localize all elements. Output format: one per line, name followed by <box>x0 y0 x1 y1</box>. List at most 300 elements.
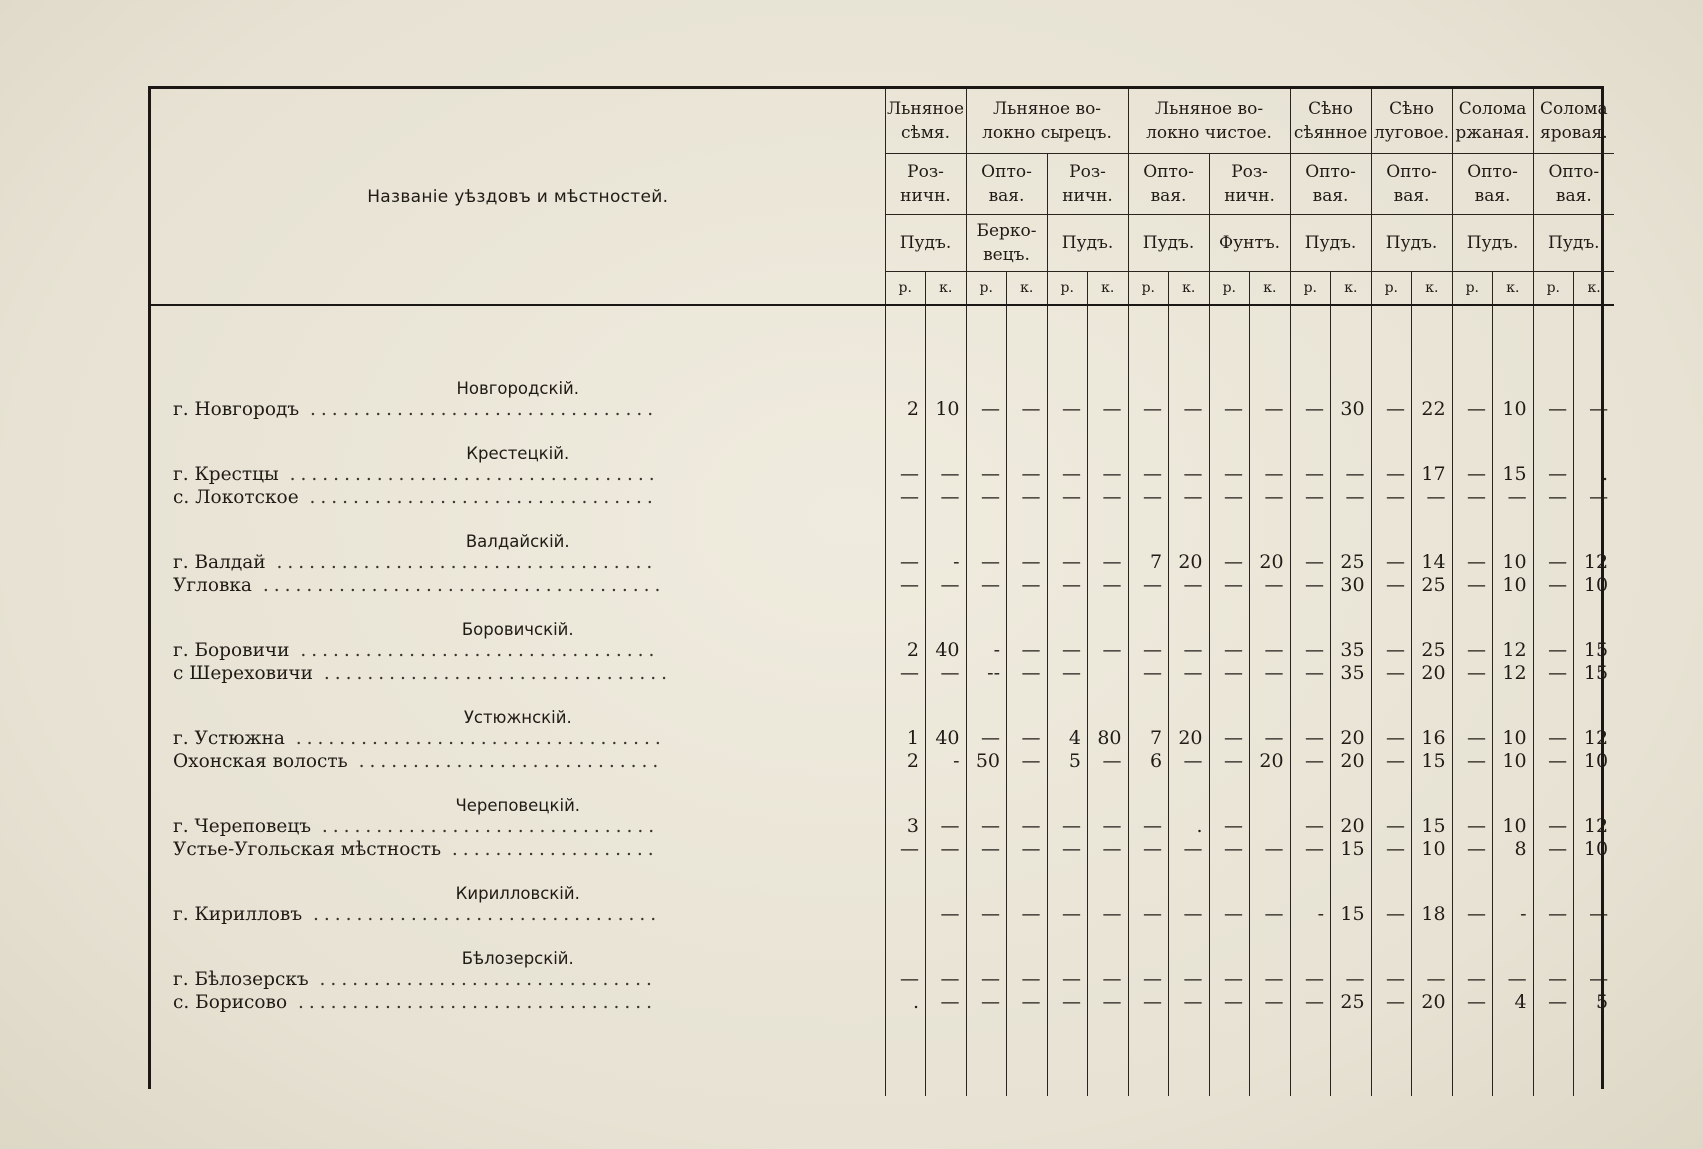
column-subheader <box>1047 154 1128 215</box>
table-header <box>151 89 1614 305</box>
spacer-cell <box>1493 695 1534 727</box>
spacer-cell <box>1493 861 1534 871</box>
spacer-cell <box>1088 871 1129 903</box>
value-cell: 2 <box>885 398 926 421</box>
column-subheader <box>1371 154 1452 215</box>
spacer-cell <box>151 597 885 607</box>
spacer-cell <box>1452 431 1493 463</box>
district-name: Устюжнскій. <box>463 708 572 727</box>
spacer-cell <box>1088 861 1129 871</box>
spacer-cell <box>885 871 926 903</box>
kopecks-header: к. <box>1007 272 1048 306</box>
spacer-cell <box>1371 421 1412 431</box>
header-line: вая. <box>1474 186 1511 206</box>
spacer-cell <box>926 421 967 431</box>
spacer-cell <box>1007 431 1048 463</box>
value-cell: — <box>966 551 1007 574</box>
place-label: с. Локотское <box>173 487 299 508</box>
district-row <box>151 871 1614 903</box>
value-cell: — <box>1088 903 1129 926</box>
place-label: г. Крестцы <box>173 464 279 485</box>
value-cell: 12 <box>1493 639 1534 662</box>
value-cell <box>1250 815 1291 838</box>
value-cell: — <box>1088 838 1129 861</box>
spacer-cell <box>1128 421 1169 431</box>
table-row <box>151 398 1614 421</box>
header-line: Пудъ. <box>1304 233 1357 253</box>
spacer-cell <box>1169 871 1210 903</box>
value-cell: - <box>1493 903 1534 926</box>
spacer-cell <box>1533 926 1574 936</box>
header-line: Опто- <box>1467 162 1518 182</box>
spacer-cell <box>1250 685 1291 695</box>
spacer-cell <box>1128 695 1169 727</box>
spacer-cell <box>966 936 1007 968</box>
spacer-cell <box>1493 871 1534 903</box>
spacer-cell <box>1493 783 1534 815</box>
leader-dots: ................................ <box>299 399 659 420</box>
value-cell: — <box>1290 662 1331 685</box>
spacer-cell <box>1088 597 1129 607</box>
column-group-header <box>1452 89 1533 154</box>
spacer-cell <box>1290 773 1331 783</box>
value-cell: — <box>1371 968 1412 991</box>
value-cell: — <box>1047 903 1088 926</box>
spacer-cell <box>1412 936 1453 968</box>
spacer-cell <box>1169 1014 1210 1096</box>
header-line: Льняное во- <box>992 99 1102 119</box>
column-group-header <box>1290 89 1371 154</box>
spacer-cell <box>1088 936 1129 968</box>
column-group-header <box>966 89 1128 154</box>
spacer-cell <box>966 607 1007 639</box>
spacer-cell <box>1493 431 1534 463</box>
value-cell: - <box>966 639 1007 662</box>
value-cell: — <box>1007 574 1048 597</box>
value-cell: — <box>1290 991 1331 1014</box>
spacer-cell <box>1169 421 1210 431</box>
header-line: сѣмя. <box>900 123 951 143</box>
spacer-cell <box>885 773 926 783</box>
spacer-cell <box>1250 519 1291 551</box>
leader-dots: ................................... <box>265 552 658 573</box>
value-cell: 20 <box>1169 551 1210 574</box>
value-cell: 40 <box>926 639 967 662</box>
spacer-cell <box>1493 926 1534 936</box>
spacer-cell <box>1493 305 1534 366</box>
column-unit-header <box>1371 215 1452 272</box>
spacer-cell <box>1047 366 1088 398</box>
spacer-cell <box>1209 783 1250 815</box>
column-unit-header <box>1290 215 1371 272</box>
spacer-cell <box>1007 936 1048 968</box>
spacer-cell <box>1047 861 1088 871</box>
value-cell: — <box>885 662 926 685</box>
leader-dots: ..................................... <box>251 575 666 596</box>
value-cell: 17 <box>1412 463 1453 486</box>
spacer-cell <box>1209 607 1250 639</box>
value-cell: — <box>1088 463 1129 486</box>
spacer-cell <box>1047 936 1088 968</box>
district-row <box>151 519 1614 551</box>
spacer-cell <box>151 685 885 695</box>
value-cell: — <box>1007 968 1048 991</box>
spacer-cell <box>1128 519 1169 551</box>
spacer-cell <box>1493 519 1534 551</box>
table-row <box>151 727 1614 750</box>
spacer-cell <box>1290 695 1331 727</box>
place-label: г. Устюжна <box>173 728 285 749</box>
value-cell: — <box>1331 463 1372 486</box>
value-cell: 15 <box>1331 903 1372 926</box>
spacer-cell <box>1331 685 1372 695</box>
spacer-cell <box>1493 607 1534 639</box>
value-cell: — <box>1371 815 1412 838</box>
value-cell: — <box>1007 727 1048 750</box>
spacer-cell <box>885 607 926 639</box>
place-label: г. Бѣлозерскъ <box>173 969 309 990</box>
value-cell: 10 <box>1493 750 1534 773</box>
table-row <box>151 662 1614 685</box>
spacer-cell <box>1290 431 1331 463</box>
rubles-header: р. <box>885 272 926 306</box>
spacer-cell <box>1574 431 1615 463</box>
spacer-cell <box>1290 421 1331 431</box>
spacer-cell <box>1331 519 1372 551</box>
value-cell: 10 <box>1574 750 1615 773</box>
spacer-row <box>151 509 1614 519</box>
header-line: вая. <box>1555 186 1592 206</box>
spacer-cell <box>966 519 1007 551</box>
value-cell: 50 <box>966 750 1007 773</box>
spacer-cell <box>1493 366 1534 398</box>
value-cell: — <box>1088 551 1129 574</box>
spacer-cell <box>1371 519 1412 551</box>
spacer-cell <box>1331 421 1372 431</box>
district-name: Кирилловскій. <box>455 884 580 903</box>
spacer-cell <box>1007 685 1048 695</box>
column-subheader <box>1209 154 1290 215</box>
value-cell: 15 <box>1574 662 1615 685</box>
spacer-cell <box>1452 783 1493 815</box>
header-line: Сѣно <box>1308 99 1353 119</box>
spacer-cell <box>1047 519 1088 551</box>
value-cell: — <box>1088 991 1129 1014</box>
spacer-cell <box>1128 861 1169 871</box>
spacer-cell <box>1209 421 1250 431</box>
place-name <box>151 968 885 991</box>
value-cell: — <box>1250 968 1291 991</box>
column-group-header <box>1128 89 1290 154</box>
value-cell: — <box>1452 968 1493 991</box>
place-name <box>151 991 885 1014</box>
place-name <box>151 903 885 926</box>
spacer-cell <box>1250 421 1291 431</box>
value-cell: — <box>1209 815 1250 838</box>
spacer-cell <box>1007 695 1048 727</box>
value-cell: — <box>1452 551 1493 574</box>
spacer-cell <box>1250 871 1291 903</box>
spacer-cell <box>1007 607 1048 639</box>
value-cell: 10 <box>1493 815 1534 838</box>
header-line: Пудъ. <box>1466 233 1519 253</box>
spacer-cell <box>1574 773 1615 783</box>
spacer-cell <box>1047 421 1088 431</box>
value-cell: — <box>1250 486 1291 509</box>
value-cell: — <box>1047 463 1088 486</box>
rubles-header: р. <box>1371 272 1412 306</box>
spacer-cell <box>1169 936 1210 968</box>
place-label: с Шереховичи <box>173 663 313 684</box>
spacer-cell <box>1290 509 1331 519</box>
header-line: Пудъ. <box>1385 233 1438 253</box>
value-cell: — <box>1128 486 1169 509</box>
value-cell: — <box>1209 750 1250 773</box>
value-cell: 6 <box>1128 750 1169 773</box>
place-name <box>151 639 885 662</box>
place-name <box>151 551 885 574</box>
spacer-cell <box>1047 685 1088 695</box>
spacer-cell <box>1169 597 1210 607</box>
value-cell: — <box>1128 639 1169 662</box>
value-cell: — <box>1371 398 1412 421</box>
value-cell: — <box>1209 968 1250 991</box>
spacer-cell <box>1533 607 1574 639</box>
spacer-cell <box>1331 695 1372 727</box>
spacer-cell <box>1128 509 1169 519</box>
value-cell: — <box>885 551 926 574</box>
value-cell: . <box>1169 815 1210 838</box>
header-line: Пудъ. <box>1142 233 1195 253</box>
value-cell: — <box>1290 968 1331 991</box>
spacer-cell <box>1209 305 1250 366</box>
spacer-cell <box>1290 597 1331 607</box>
value-cell: 8 <box>1493 838 1534 861</box>
spacer-cell <box>1371 597 1412 607</box>
spacer-cell <box>1250 861 1291 871</box>
spacer-cell <box>966 509 1007 519</box>
table-body <box>151 305 1614 1096</box>
value-cell: 12 <box>1493 662 1534 685</box>
spacer-cell <box>1452 861 1493 871</box>
spacer-cell <box>1088 695 1129 727</box>
spacer-cell <box>1250 695 1291 727</box>
spacer-cell <box>1452 607 1493 639</box>
spacer-cell <box>1088 305 1129 366</box>
place-label: г. Валдай <box>173 552 266 573</box>
value-cell: 20 <box>1169 727 1210 750</box>
value-cell: — <box>1088 639 1129 662</box>
spacer-cell <box>1452 685 1493 695</box>
column-group-header <box>1371 89 1452 154</box>
value-cell: — <box>1452 662 1493 685</box>
spacer-cell <box>1209 509 1250 519</box>
spacer-cell <box>1047 597 1088 607</box>
value-cell: — <box>1574 968 1615 991</box>
spacer-cell <box>1412 1014 1453 1096</box>
spacer-cell <box>1574 1014 1615 1096</box>
value-cell: — <box>1169 903 1210 926</box>
spacer-cell <box>1290 607 1331 639</box>
spacer-cell <box>151 926 885 936</box>
spacer-cell <box>1290 519 1331 551</box>
spacer-cell <box>1574 695 1615 727</box>
spacer-cell <box>1047 431 1088 463</box>
value-cell: — <box>1209 463 1250 486</box>
value-cell: — <box>1533 991 1574 1014</box>
column-group-header <box>1533 89 1614 154</box>
spacer-cell <box>926 695 967 727</box>
value-cell: — <box>1007 398 1048 421</box>
value-cell: — <box>1007 639 1048 662</box>
spacer-cell <box>1047 1014 1088 1096</box>
district-row <box>151 366 1614 398</box>
value-cell: — <box>1290 750 1331 773</box>
leader-dots: .................................. <box>278 464 660 485</box>
value-cell: — <box>1290 463 1331 486</box>
value-cell: — <box>966 463 1007 486</box>
spacer-cell <box>966 773 1007 783</box>
value-cell: — <box>966 574 1007 597</box>
place-label: г. Новгородъ <box>173 399 300 420</box>
value-cell: — <box>1128 662 1169 685</box>
value-cell: — <box>1169 639 1210 662</box>
spacer-cell <box>1533 783 1574 815</box>
value-cell: — <box>1250 398 1291 421</box>
spacer-cell <box>1412 773 1453 783</box>
spacer-cell <box>1371 366 1412 398</box>
kopecks-header: к. <box>926 272 967 306</box>
value-cell: — <box>966 486 1007 509</box>
value-cell: — <box>1007 463 1048 486</box>
spacer-cell <box>1169 695 1210 727</box>
place-label: г. Боровичи <box>173 640 290 661</box>
place-label: с. Борисово <box>173 992 288 1013</box>
spacer-cell <box>1533 685 1574 695</box>
spacer-cell <box>1371 431 1412 463</box>
spacer-cell <box>1452 366 1493 398</box>
spacer-cell <box>1574 685 1615 695</box>
spacer-row <box>151 685 1614 695</box>
value-cell: . <box>1574 463 1615 486</box>
spacer-cell <box>1169 305 1210 366</box>
value-cell: — <box>1047 398 1088 421</box>
spacer-cell <box>1371 685 1412 695</box>
column-unit-header <box>1047 215 1128 272</box>
value-cell: 5 <box>1574 991 1615 1014</box>
value-cell: — <box>1250 838 1291 861</box>
spacer-cell <box>1088 421 1129 431</box>
value-cell: — <box>1574 398 1615 421</box>
column-subheader <box>1128 154 1209 215</box>
spacer-cell <box>885 695 926 727</box>
district-name: Боровичскій. <box>461 620 574 639</box>
value-cell: 10 <box>1493 574 1534 597</box>
spacer-cell <box>1533 431 1574 463</box>
spacer-cell <box>885 926 926 936</box>
rubles-header: р. <box>1128 272 1169 306</box>
value-cell: — <box>926 486 967 509</box>
leader-dots: ................................ <box>298 487 658 508</box>
value-cell: — <box>1169 574 1210 597</box>
value-cell: — <box>926 574 967 597</box>
spacer-cell <box>1371 936 1412 968</box>
value-cell: 80 <box>1088 727 1129 750</box>
value-cell: — <box>1533 551 1574 574</box>
value-cell: — <box>966 968 1007 991</box>
value-cell: — <box>1533 750 1574 773</box>
value-cell: 20 <box>1331 750 1372 773</box>
spacer-cell <box>1209 1014 1250 1096</box>
value-cell: — <box>885 968 926 991</box>
header-line: Опто- <box>1386 162 1437 182</box>
value-cell: — <box>1128 903 1169 926</box>
value-cell: 10 <box>1412 838 1453 861</box>
value-cell: — <box>1533 968 1574 991</box>
spacer-cell <box>1371 305 1412 366</box>
spacer-cell <box>1169 519 1210 551</box>
value-cell: — <box>1169 968 1210 991</box>
value-cell: - <box>926 551 967 574</box>
header-line: Роз- <box>1231 162 1268 182</box>
spacer-cell <box>1169 685 1210 695</box>
column-unit-header <box>885 215 966 272</box>
value-cell: — <box>1371 838 1412 861</box>
value-cell: — <box>1007 838 1048 861</box>
spacer-cell <box>1007 509 1048 519</box>
spacer-cell <box>1533 936 1574 968</box>
place-name <box>151 463 885 486</box>
value-cell: — <box>1128 991 1169 1014</box>
column-unit-header <box>1452 215 1533 272</box>
spacer-cell <box>966 431 1007 463</box>
spacer-cell <box>1209 695 1250 727</box>
value-cell: 10 <box>1493 398 1534 421</box>
kopecks-header: к. <box>1412 272 1453 306</box>
kopecks-header: к. <box>1493 272 1534 306</box>
spacer-cell <box>1250 607 1291 639</box>
value-cell: — <box>966 398 1007 421</box>
spacer-cell <box>1574 926 1615 936</box>
value-cell: — <box>1047 486 1088 509</box>
spacer-cell <box>1452 926 1493 936</box>
header-line: Роз- <box>1069 162 1106 182</box>
column-subheader <box>966 154 1047 215</box>
spacer-cell <box>1128 773 1169 783</box>
spacer-cell <box>1128 366 1169 398</box>
value-cell: — <box>1128 574 1169 597</box>
spacer-cell <box>926 519 967 551</box>
value-cell: — <box>1371 662 1412 685</box>
rubles-header: р. <box>966 272 1007 306</box>
value-cell: — <box>1290 574 1331 597</box>
spacer-cell <box>1128 783 1169 815</box>
value-cell: — <box>1533 639 1574 662</box>
spacer-cell <box>1209 597 1250 607</box>
spacer-cell <box>1250 366 1291 398</box>
spacer-cell <box>1493 597 1534 607</box>
value-cell: 7 <box>1128 551 1169 574</box>
column-subheader <box>1290 154 1371 215</box>
spacer-cell <box>885 1014 926 1096</box>
value-cell: — <box>1452 639 1493 662</box>
spacer-cell <box>1331 926 1372 936</box>
kopecks-header: к. <box>1250 272 1291 306</box>
value-cell: 25 <box>1412 574 1453 597</box>
spacer-row <box>151 773 1614 783</box>
spacer-cell <box>1290 783 1331 815</box>
leader-dots: .................................. <box>284 728 666 749</box>
